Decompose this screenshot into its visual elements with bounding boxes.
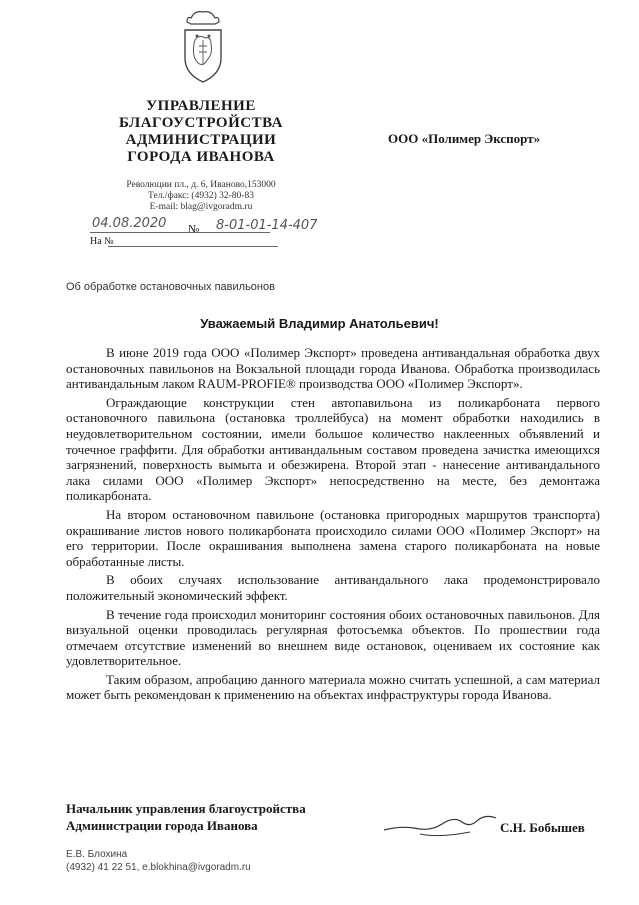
executor-name: Е.В. Блохина <box>66 849 128 860</box>
body-paragraph: Таким образом, апробацию данного материала можно считать успешной, а сам материал может быть рекомендован к применению на объектах инфраструктуры города Иванова. <box>66 671 600 703</box>
executor-contact: (4932) 41 22 51, e.blokhina@ivgoradm.ru <box>66 862 251 873</box>
signatory-name: С.Н. Бобышев <box>500 820 585 835</box>
in-reply-to-line <box>108 246 278 247</box>
sender-contacts <box>96 180 306 213</box>
registration-line <box>90 232 270 233</box>
registration-number: 8-01-01-14-407 <box>216 218 318 233</box>
sender-address: Революции пл., д. 6, Иваново,153000 <box>126 180 276 190</box>
body-paragraph: Ограждающие конструкции стен автопавильона из поликарбоната первого остановочного павильона (остановка троллейбуса) на момент обработки находились в неудовлетворительном состоянии, имели большое количество наклеенных объявлений и точечное граффити. Для обработки антивандальным составом проведена зачистка имеющихся загрязнений, поверхность вымыта и обезжирена. Второй этап - нанесение антивандального лака силами ООО «Полимер Экспорт» непосредственно на месте, без демонтажа поликарбоната. <box>66 394 600 504</box>
registration-date: 04.08.2020 <box>92 216 167 231</box>
recipient: ООО «Полимер Экспорт» <box>388 131 541 146</box>
executor-info <box>66 848 251 874</box>
body-paragraph: В течение года происходил мониторинг состояния обоих остановочных павильонов. Для визуальной оценки проводилась регулярная фотосъемка объектов. По прошествии года отмечаем отсутствие изменений во внешнем виде остановок, оцениваем их состояние как удовлетворительное. <box>66 606 600 669</box>
sender-organization <box>96 98 306 166</box>
body-paragraph: В обоих случаях использование антивандального лака продемонстрировало положительный экономический эффект. <box>66 572 600 603</box>
letter-body <box>66 345 600 706</box>
body-paragraph: В июне 2019 года ООО «Полимер Экспорт» проведена антивандальная обработка двух остановочных павильонов на Вокзальной площади города Иванова. Обработка производилась антивандальным лаком RAUM-PROFIE® производства ООО «Полимер Экспорт». <box>66 345 600 392</box>
in-reply-to-label: На № <box>90 236 114 247</box>
org-line: ГОРОДА ИВАНОВА <box>127 149 275 165</box>
body-paragraph: На втором остановочном павильоне (остановка пригородных маршрутов транспорта) окрашивание листов нового поликарбоната происходило силами ООО «Полимер Экспорт» на его территории. После окрашивания выполнена замена старого поликарбоната на новые обработанные листы. <box>66 506 600 569</box>
registration-number-symbol: № <box>188 222 200 236</box>
sender-phone: Тел./факс: (4932) 32-80-83 <box>148 191 254 201</box>
org-line: УПРАВЛЕНИЕ <box>146 98 256 114</box>
greeting: Уважаемый Владимир Анатольевич! <box>200 316 439 331</box>
coat-of-arms-emblem <box>177 6 229 88</box>
handwritten-signature <box>380 808 500 842</box>
org-line: АДМИНИСТРАЦИИ <box>125 132 277 148</box>
signatory-title-line: Начальник управления благоустройства <box>66 801 306 816</box>
signatory-title-line: Администрации города Иванова <box>66 818 258 833</box>
signatory-title <box>66 800 306 834</box>
letter-subject: Об обработке остановочных павильонов <box>66 281 275 293</box>
org-line: БЛАГОУСТРОЙСТВА <box>118 115 284 131</box>
sender-email: E-mail: blag@ivgoradm.ru <box>149 202 253 212</box>
